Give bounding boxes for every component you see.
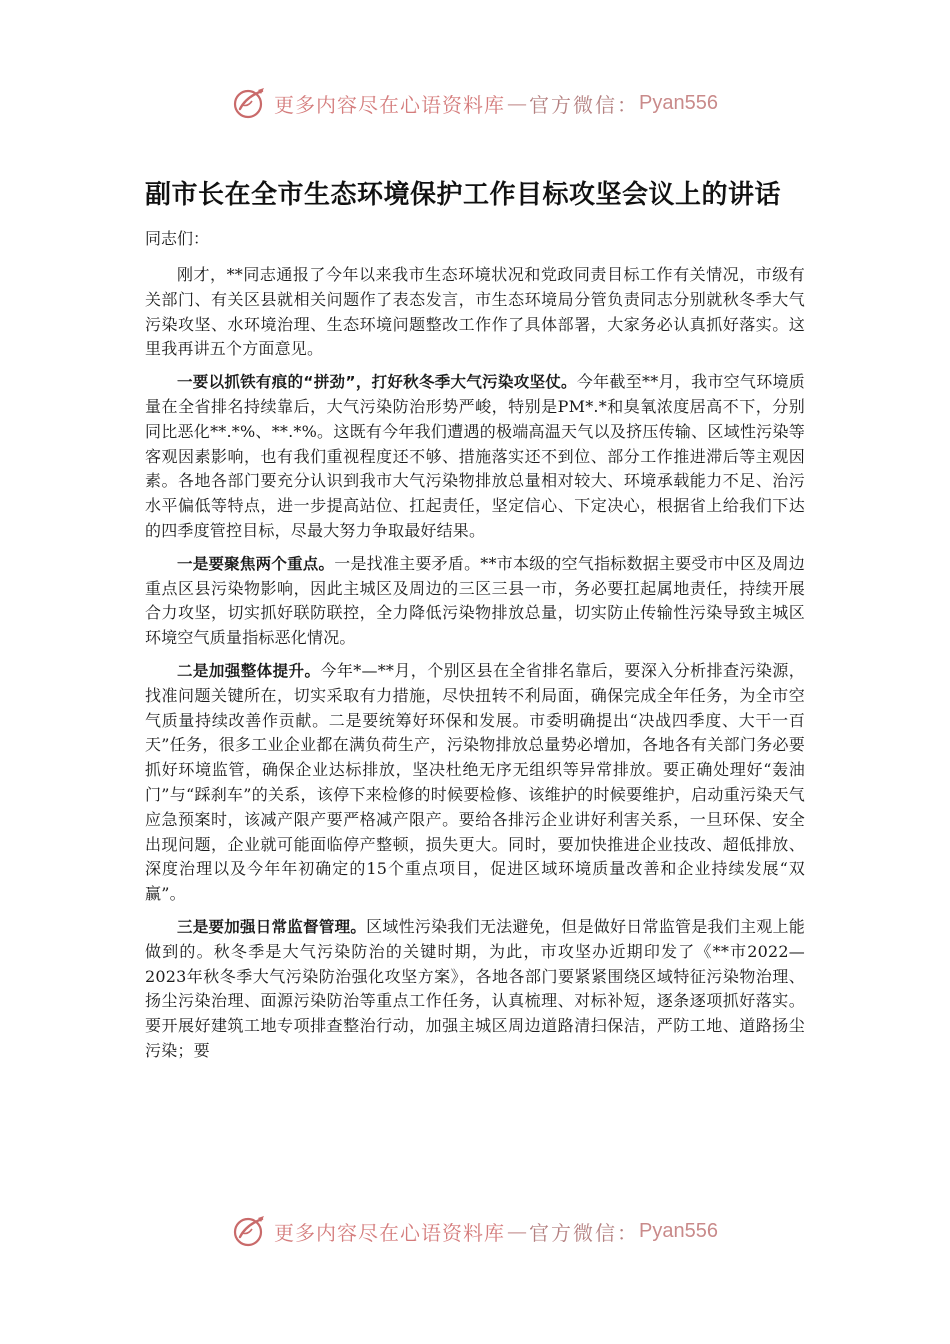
paragraph-text: 区域性污染我们无法避免，但是做好日常监管是我们主观上能做到的。秋冬季是大气污染防治的关键时期，为此，市攻坚办近期印发了《**市2022—2023年秋冬季大气污染防治强化攻坚方案》，各地各部门要紧紧围绕区域特征污染物治理、扬尘污染治理、面源污染防治等重点工作任务，认真梳理、对标补短，逐条逐项抓好落实。要开展好建筑工地专项排查整治行动，加强主城区周边道路清扫保洁，严防工地、道路扬尘污染；要 [145,916,805,1060]
document-title: 副市长在全市生态环境保护工作目标攻坚会议上的讲话 [145,180,782,210]
paragraph [145,263,805,362]
paragraph-lead: 三是要加强日常监督管理。 [177,917,367,936]
watermark-text: 更多内容尽在心语资料库 [274,92,506,117]
paragraph-text: 一是找准主要矛盾。**市本级的空气指标数据主要受市中区及周边重点区县污染物影响，因此主城区及周边的三区三县一市，务必要扛起属地责任，持续开展合力攻坚，切实抓好联防联控，全力降低污染物排放总量，切实防止传输性污染导致主城区环境空气质量指标恶化情况。 [145,553,805,648]
watermark-label: 官方微信： [529,92,640,117]
pen-logo-icon [232,85,268,121]
footer-watermark [0,1208,950,1254]
paragraph-text: 今年*—**月，个别区县在全省排名靠后，要深入分析排查污染源，找准问题关键所在，切实采取有力措施，尽快扭转不利局面，确保完成全年任务，为全市空气质量持续改善作贡献。二是要统筹好环保和发展。市委明确提出“决战四季度、大干一百天”任务，很多工业企业都在满负荷生产，污染物排放总量势必增加，各地各有关部门务必要抓好环境监管，确保企业达标排放，坚决杜绝无序无组织等异常排放。要正确处理好“轰油门”与“踩刹车”的关系，该停下来检修的时候要检修、该维护的时候要维护，启动重污染天气应急预案时，该减产限产要严格减产限产。要给各排污企业讲好利害关系，一旦环保、安全出现问题，企业就可能面临停产整顿，损失更大。同时，要加快推进企业技改、超低排放、深度治理以及今年年初确定的15个重点项目，促进区域环境质量改善和企业持续发展“双赢”。 [145,660,805,904]
watermark-separator: — [507,91,528,115]
paragraph-text: 今年截至**月，我市空气环境质量在全省排名持续靠后，大气污染防治形势严峻，特别是PM*.*和臭氧浓度居高不下，分别同比恶化**.*%、**.*%。这既有今年我们遭遇的极端高温天气以及挤压传输、区域性污染等客观因素影响，也有我们重视程度还不够、措施落实还不到位、部分工作推进滞后等主观因素。各地各部门要充分认识到我市大气污染物排放总量相对较大、环境承载能力不足、治污水平偏低等特点，进一步提高站位、扛起责任，坚定信心、下定决心，根据省上给我们下达的四季度管控目标，尽最大努力争取最好结果。 [145,372,805,540]
paragraph-lead: 二是加强整体提升。 [177,661,321,680]
watermark-wechat-id: Pyan556 [639,91,718,114]
paragraph-text: 刚才，**同志通报了今年以来我市生态环境状况和党政同责目标工作有关情况，市级有关部门、有关区县就相关问题作了表态发言，市生态环境局分管负责同志分别就秋冬季大气污染攻坚、水环境治理、生态环境问题整改工作作了具体部署，大家务必认真抓好落实。这里我再讲五个方面意见。 [145,265,805,359]
salutation: 同志们： [145,229,210,248]
watermark-wechat-id: Pyan556 [639,1219,718,1242]
pen-logo-icon [232,1213,268,1249]
paragraph [145,659,805,907]
paragraph-lead: 一要以抓铁有痕的“拼劲”，打好秋冬季大气污染攻坚仗。 [177,373,577,392]
paragraph [145,915,805,1064]
watermark-separator: — [507,1219,528,1243]
document-body [145,172,805,1072]
header-watermark [0,80,950,126]
paragraph [145,370,805,544]
watermark-text: 更多内容尽在心语资料库 [274,1220,506,1245]
watermark-label: 官方微信： [529,1220,640,1245]
paragraph [145,552,805,651]
paragraph-lead: 一是要聚焦两个重点。 [177,554,335,573]
